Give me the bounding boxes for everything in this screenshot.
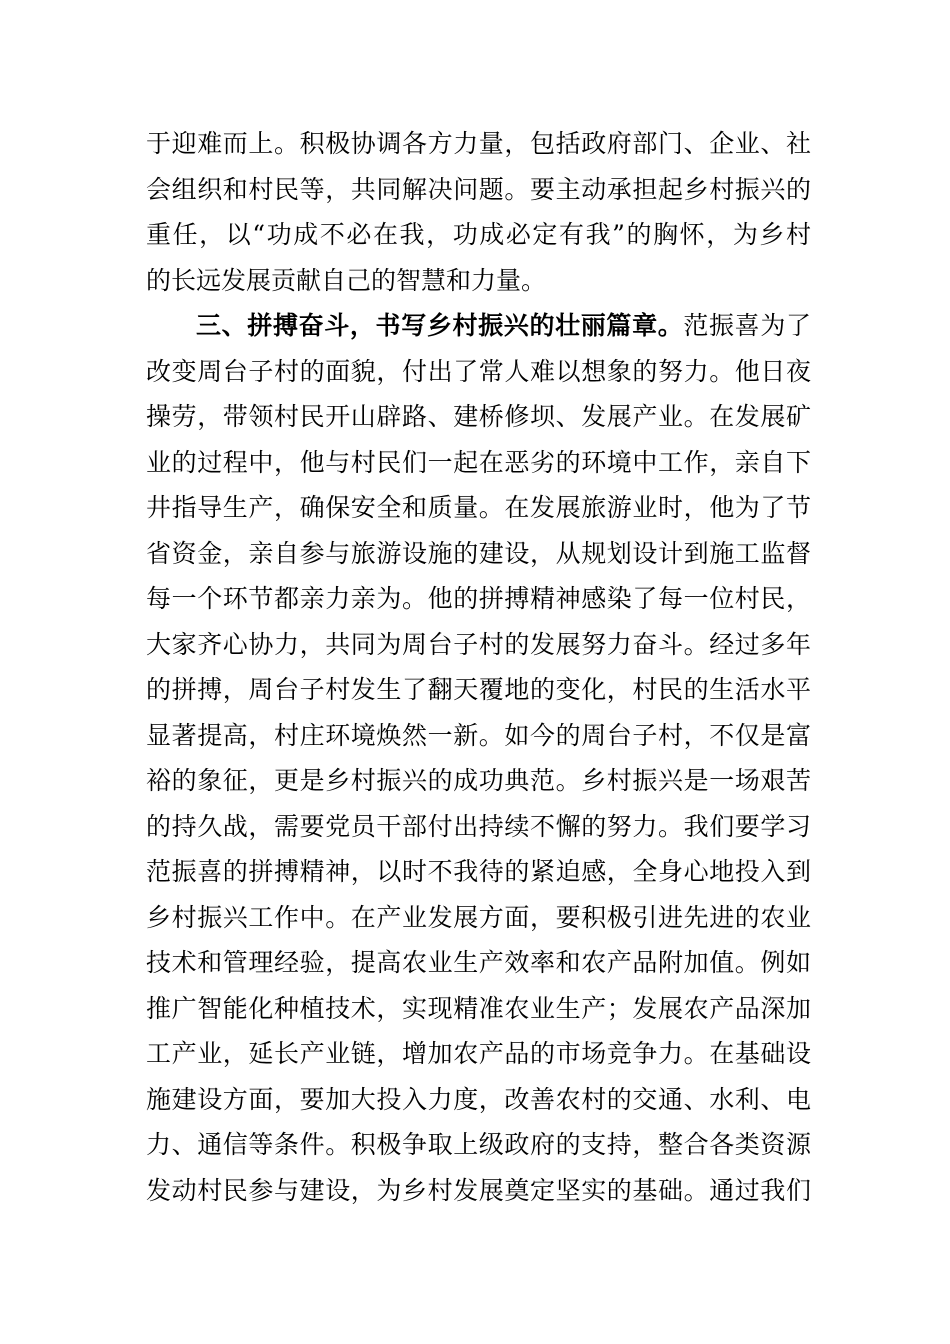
paragraph-line: 的长远发展贡献自己的智慧和力量。 <box>146 265 547 295</box>
paragraph-line: 重任，以“功成不必在我，功成必定有我”的胸怀，为乡村 <box>146 220 811 249</box>
paragraph-line: 每一个环节都亲力亲为。他的拼搏精神感染了每一位村民， <box>146 584 811 613</box>
paragraph-line: 乡村振兴工作中。在产业发展方面，要积极引进先进的农业 <box>146 902 811 932</box>
paragraph-line: 会组织和村民等，共同解决问题。要主动承担起乡村振兴的 <box>146 174 811 204</box>
paragraph-line: 推广智能化种植技术，实现精准农业生产；发展农产品深加 <box>146 993 811 1023</box>
paragraph-line: 技术和管理经验，提高农业生产效率和农产品附加值。例如 <box>146 948 811 977</box>
paragraph-line: 施建设方面，要加大投入力度，改善农村的交通、水利、电 <box>146 1084 811 1114</box>
body-text <box>146 121 811 1213</box>
paragraph-line: 范振喜的拼搏精神，以时不我待的紧迫感，全身心地投入到 <box>146 857 811 886</box>
paragraph-line: 的持久战，需要党员干部付出持续不懈的努力。我们要学习 <box>146 811 811 841</box>
paragraph-line: 省资金，亲自参与旅游设施的建设，从规划设计到施工监督 <box>146 538 811 568</box>
paragraph-line: 井指导生产，确保安全和质量。在发展旅游业时，他为了节 <box>146 493 811 522</box>
paragraph-line: 改变周台子村的面貌，付出了常人难以想象的努力。他日夜 <box>146 356 811 386</box>
paragraph-line: 大家齐心协力，共同为周台子村的发展努力奋斗。经过多年 <box>146 629 811 659</box>
paragraph-line: 力、通信等条件。积极争取上级政府的支持，整合各类资源 <box>146 1130 811 1159</box>
paragraph-line: 业的过程中，他与村民们一起在恶劣的环境中工作，亲自下 <box>146 447 811 477</box>
paragraph-line: 的拼搏，周台子村发生了翻天覆地的变化，村民的生活水平 <box>146 675 811 704</box>
paragraph-line: 操劳，带领村民开山辟路、建桥修坝、发展产业。在发展矿 <box>146 402 811 431</box>
paragraph-line: 裕的象征，更是乡村振兴的成功典范。乡村振兴是一场艰苦 <box>146 766 811 795</box>
section-heading: 三、拼搏奋斗，书写乡村振兴的壮丽篇章。 <box>196 311 684 340</box>
paragraph-line: 于迎难而上。积极协调各方力量，包括政府部门、企业、社 <box>146 129 811 158</box>
section-heading-line <box>146 303 811 349</box>
paragraph-line-rest: 范振喜为了 <box>683 311 811 340</box>
paragraph-line: 显著提高，村庄环境焕然一新。如今的周台子村，不仅是富 <box>146 720 811 750</box>
paragraph-line: 发动村民参与建设，为乡村发展奠定坚实的基础。通过我们 <box>146 1175 811 1205</box>
paragraph-line: 工产业，延长产业链，增加农产品的市场竞争力。在基础设 <box>146 1039 811 1068</box>
